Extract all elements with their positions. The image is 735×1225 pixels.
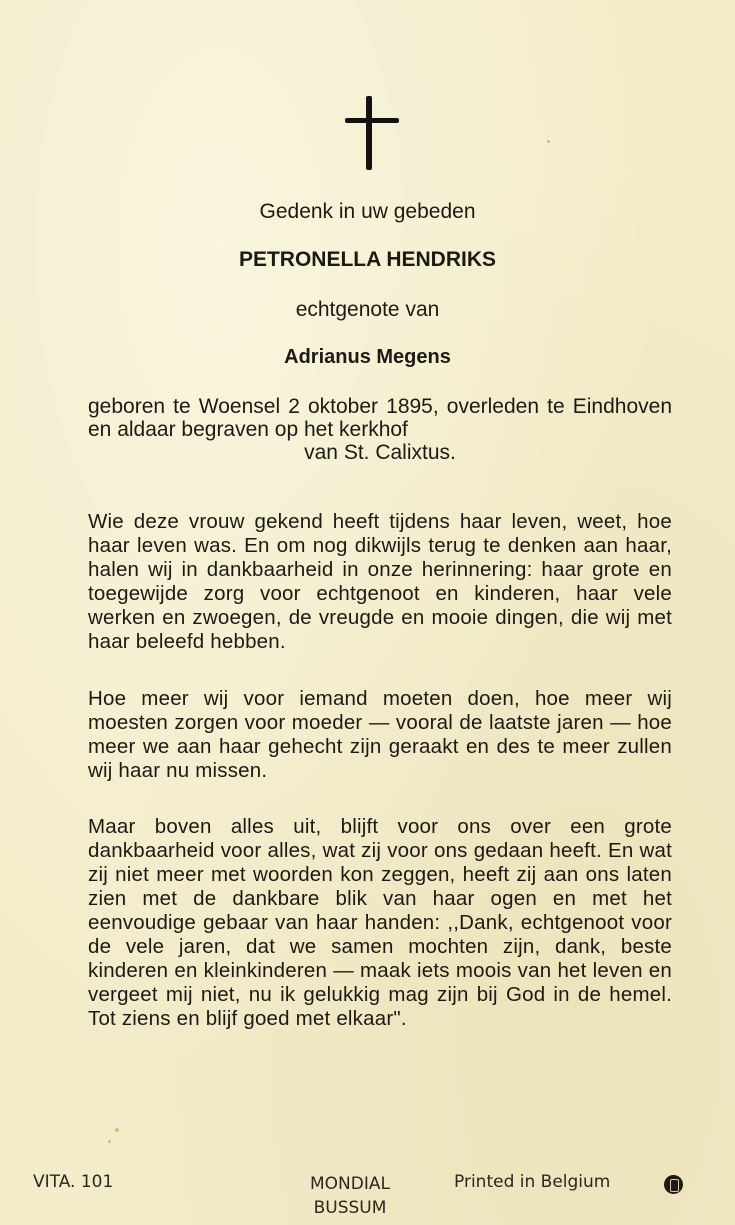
printer-emblem-icon	[664, 1175, 683, 1194]
birth-death-text	[88, 395, 672, 464]
deceased-name: PETRONELLA HENDRIKS	[238, 248, 497, 271]
paper-speck	[547, 140, 550, 143]
intro-line: Gedenk in uw gebeden	[259, 200, 476, 223]
memorial-paragraph-1: Wie deze vrouw gekend heeft tijdens haar leven, weet, hoe haar leven was. En om nog dikwijls terug te denken aan haar, halen wij in dankbaarheid in onze herinnering: haar grote en toegewijde zorg voor echtgenoot en kinderen, haar vele werken en zwoegen, de vreugde en mooie dingen, die wij met haar beleefd hebben.	[88, 510, 672, 653]
birth-death-last: van St. Calixtus.	[304, 441, 456, 464]
footer-vita-code: VITA. 101	[33, 1172, 114, 1192]
birth-death-main: geboren te Woensel 2 oktober 1895, overleden te Eindhoven en aldaar begraven op het kerkhof	[88, 395, 672, 441]
spouse-name: Adrianus Megens	[284, 346, 451, 368]
footer-printed-in: Printed in Belgium	[454, 1172, 611, 1192]
cross-icon	[345, 96, 399, 170]
memorial-paragraph-2: Hoe meer wij voor iemand moeten doen, hoe meer wij moesten zorgen voor moeder — vooral de laatste jaren — hoe meer we aan haar gehecht zijn geraakt en des te meer zullen wij haar nu missen.	[88, 687, 672, 782]
relation-line: echtgenote van	[295, 298, 440, 321]
memorial-paragraph-3: Maar boven alles uit, blijft voor ons over een grote dankbaarheid voor alles, wat zij voor ons gedaan heeft. En wat zij niet meer met woorden kon zeggen, heeft zij aan ons laten zien met de dankbare blik van haar ogen en met het eenvoudige gebaar van haar handen: ,,Dank, echtgenoot voor de vele jaren, dat we samen mochten zijn, dank, beste kinderen en kleinkinderen — maak iets moois van het leven en vergeet mij niet, nu ik gelukkig mag zijn bij God in de hemel. Tot ziens en blijf goed met elkaar".	[88, 815, 672, 1030]
footer-publisher-line1: MONDIAL	[310, 1174, 390, 1194]
footer-publisher	[300, 1172, 400, 1220]
footer-publisher-line2: BUSSUM	[313, 1198, 387, 1218]
paper-speck	[108, 1140, 111, 1143]
paper-speck	[115, 1128, 119, 1132]
